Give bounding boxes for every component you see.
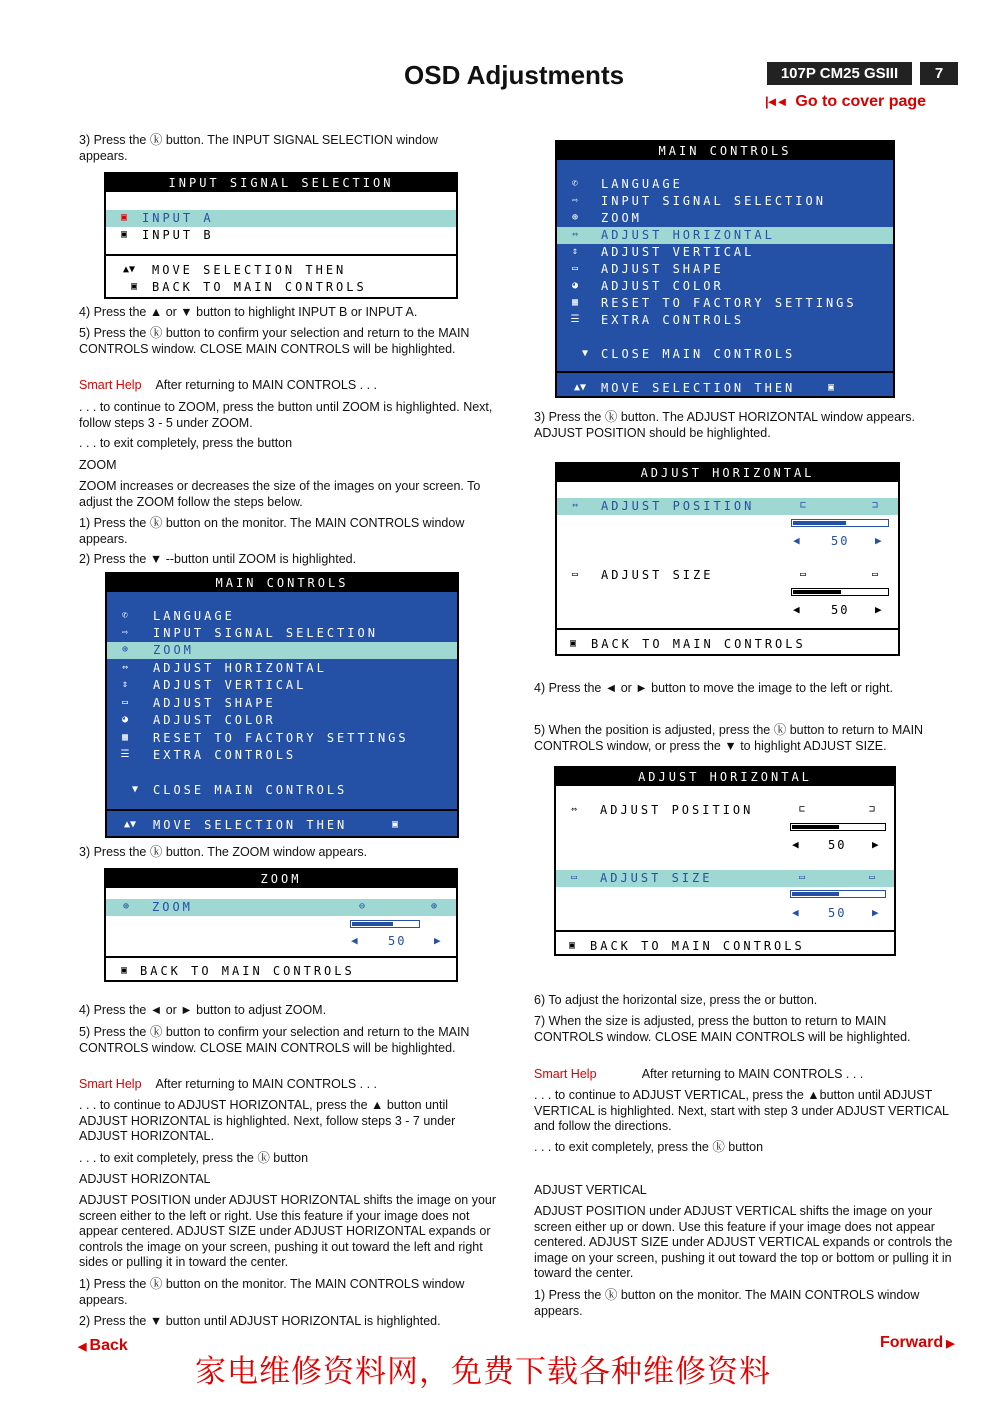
step-text: . . . to continue to ADJUST VERTICAL, press the ▲button until ADJUST VERTICAL is highlighted. Next, start with step 3 under ADJUST VERTICAL and follow the directions. xyxy=(534,1088,949,1133)
ok-icon: ▣ xyxy=(391,819,399,830)
step-text: 3) Press the ⓚ button. The INPUT SIGNAL SELECTION window appears. xyxy=(79,133,438,163)
input-icon: ⇨ xyxy=(121,627,129,638)
color-palette-icon: ◕ xyxy=(571,280,579,291)
step-text: 3) Press the ⓚ button. The ZOOM window appears. xyxy=(79,845,368,859)
input-signal-selection-window xyxy=(104,172,458,299)
shift-right-icon: ⊐ xyxy=(868,804,876,815)
input-a-item[interactable]: ▣ INPUT A xyxy=(106,210,456,227)
menu-item-color[interactable]: ◕ ADJUST COLOR xyxy=(107,712,457,729)
zoom-out-icon: ⊖ xyxy=(358,901,366,912)
shape-icon: ▭ xyxy=(121,697,129,708)
menu-item-zoom[interactable]: ⊕ ZOOM xyxy=(557,210,893,227)
down-arrow-icon: ▼ xyxy=(131,784,139,795)
forward-arrow-icon: ▶ xyxy=(943,1338,955,1350)
menu-item-shape[interactable]: ▭ ADJUST SHAPE xyxy=(107,695,457,712)
step-text: . . . to exit completely, press the button xyxy=(79,436,293,450)
down-arrow-icon: ▼ xyxy=(581,348,589,359)
section-heading: ZOOM xyxy=(79,458,117,472)
ok-icon: ▣ xyxy=(568,940,576,951)
ok-icon: ▣ xyxy=(120,965,128,976)
menu-item-color[interactable]: ◕ ADJUST COLOR xyxy=(557,278,893,295)
menu-item-horizontal[interactable]: ⇔ ADJUST HORIZONTAL xyxy=(107,660,457,677)
osd-footer-back: ▣ BACK TO MAIN CONTROLS xyxy=(557,636,898,653)
menu-item-extra[interactable]: ☰ EXTRA CONTROLS xyxy=(557,312,893,329)
osd-footer-move: ▲▼ MOVE SELECTION THEN xyxy=(106,262,456,279)
menu-item-close[interactable]: ▼ CLOSE MAIN CONTROLS xyxy=(557,346,893,363)
menu-item-shape[interactable]: ▭ ADJUST SHAPE xyxy=(557,261,893,278)
step-text: 5) Press the ⓚ button to confirm your selection and return to the MAIN CONTROLS window. CLOSE MAIN CONTROLS will be highlighted. xyxy=(79,1025,470,1055)
shape-icon: ▭ xyxy=(571,263,579,274)
step-text: 1) Press the ⓚ button on the monitor. The MAIN CONTROLS window appears. xyxy=(79,516,465,546)
osd-footer-back: ▣ BACK TO MAIN CONTROLS xyxy=(556,938,894,955)
size-icon: ▭ xyxy=(570,872,578,883)
step-text: ADJUST POSITION under ADJUST HORIZONTAL shifts the image on your screen either to the left or right. Use this feature if your image does not appear centered. ADJUST SIZE under ADJUST HORIZONTAL expands or controls the image on your screen, pushing it out toward the left and right sides or pulling it in toward the center. xyxy=(79,1193,497,1269)
menu-item-vertical[interactable]: ⇕ ADJUST VERTICAL xyxy=(557,244,893,261)
step-text: 6) To adjust the horizontal size, press the or button. xyxy=(534,993,818,1007)
vertical-icon: ⇕ xyxy=(121,679,129,690)
adjust-position-item[interactable]: ⇔ ADJUST POSITION ⊏ ⊐ xyxy=(557,498,898,515)
menu-item-language[interactable]: ✆ LANGUAGE xyxy=(107,608,457,625)
adjust-size-item[interactable]: ▭ ADJUST SIZE ▭ ▭ xyxy=(556,870,894,887)
menu-item-close[interactable]: ▼ CLOSE MAIN CONTROLS xyxy=(107,782,457,799)
position-icon: ⇔ xyxy=(571,500,579,511)
step-text: . . . to continue to ADJUST HORIZONTAL, press the ▲ button until ADJUST HORIZONTAL is highlighted. Next, follow steps 3 - 7 under ADJUST HORIZONTAL. xyxy=(79,1098,456,1143)
ok-icon: ▣ xyxy=(827,382,835,393)
vertical-icon: ⇕ xyxy=(571,246,579,257)
zoom-in-icon: ⊕ xyxy=(430,901,438,912)
zoom-value: 50 xyxy=(388,934,407,948)
selected-radio-icon: ▣ xyxy=(120,212,128,223)
expand-icon: ▭ xyxy=(868,872,876,883)
menu-item-reset[interactable]: ▦ RESET TO FACTORY SETTINGS xyxy=(557,295,893,312)
back-link[interactable]: ◀ Back xyxy=(78,1337,128,1354)
position-value: 50 xyxy=(828,838,847,852)
right-arrow-icon[interactable]: ▶ xyxy=(872,906,879,919)
adjust-position-item[interactable]: ⇔ ADJUST POSITION ⊏ ⊐ xyxy=(556,802,894,819)
go-to-cover-link[interactable]: |◄◄ Go to cover page xyxy=(765,93,927,110)
smart-help-line: Smart Help After returning to MAIN CONTROLS . . . xyxy=(79,1077,378,1091)
step-text: 4) Press the ▲ or ▼ button to highlight INPUT B or INPUT A. xyxy=(79,305,418,319)
zoom-item[interactable]: ⊕ ZOOM ⊖ ⊕ xyxy=(106,899,456,916)
menu-item-zoom[interactable]: ⊕ ZOOM xyxy=(107,642,457,659)
adjust-horizontal-window-size xyxy=(554,766,896,956)
menu-item-input[interactable]: ⇨ INPUT SIGNAL SELECTION xyxy=(107,625,457,642)
position-value: 50 xyxy=(831,534,850,548)
right-arrow-icon[interactable]: ▶ xyxy=(872,838,879,851)
main-controls-window-zoom xyxy=(105,572,459,838)
watermark-text: 家电维修资料网，免费下载各种维修资料 xyxy=(195,1354,771,1390)
model-badge: 107P CM25 GSIII xyxy=(767,62,912,85)
page-number: 7 xyxy=(920,62,958,85)
right-arrow-icon[interactable]: ▶ xyxy=(434,934,441,947)
left-arrow-icon[interactable]: ◀ xyxy=(793,603,800,616)
radio-icon: ▣ xyxy=(120,229,128,240)
step-text: 7) When the size is adjusted, press the button to return to MAIN CONTROLS window. CLOSE MAIN CONTROLS will be highlighted. xyxy=(534,1014,911,1044)
size-icon: ▭ xyxy=(571,569,579,580)
smart-help-line: Smart Help After returning to MAIN CONTROLS . . . xyxy=(79,378,378,392)
section-heading: ADJUST HORIZONTAL xyxy=(79,1172,211,1186)
main-controls-window-horizontal xyxy=(555,140,895,398)
shift-left-icon: ⊏ xyxy=(799,500,807,511)
left-arrow-icon[interactable]: ◀ xyxy=(793,534,800,547)
back-arrow-icon: ◀ xyxy=(78,1341,90,1353)
up-down-icon: ▲▼ xyxy=(573,382,587,393)
menu-item-reset[interactable]: ▦ RESET TO FACTORY SETTINGS xyxy=(107,730,457,747)
menu-item-language[interactable]: ✆ LANGUAGE xyxy=(557,176,893,193)
step-text: 5) When the position is adjusted, press the ⓚ button to return to MAIN CONTROLS window, or press the ▼ to highlight ADJUST SIZE. xyxy=(534,723,924,753)
forward-link[interactable]: Forward ▶ xyxy=(880,1334,955,1351)
left-arrow-icon[interactable]: ◀ xyxy=(351,934,358,947)
horizontal-icon: ⇔ xyxy=(571,229,579,240)
up-down-icon: ▲▼ xyxy=(122,264,136,275)
reset-icon: ▦ xyxy=(571,297,579,308)
step-text: . . . to exit completely, press the ⓚ button xyxy=(79,1151,309,1165)
step-text: 4) Press the ◄ or ► button to move the image to the left or right. xyxy=(534,681,893,695)
zoom-icon: ⊕ xyxy=(571,212,579,223)
osd-footer-back: ▣ BACK TO MAIN CONTROLS xyxy=(106,963,456,980)
smart-help-line: Smart Help After returning to MAIN CONTROLS . . . xyxy=(534,1067,864,1081)
shift-left-icon: ⊏ xyxy=(798,804,806,815)
right-arrow-icon[interactable]: ▶ xyxy=(875,603,882,616)
position-icon: ⇔ xyxy=(570,804,578,815)
language-icon: ✆ xyxy=(121,610,129,621)
osd-footer-back: ▣ BACK TO MAIN CONTROLS xyxy=(106,279,456,296)
step-text: 1) Press the ⓚ button on the monitor. The MAIN CONTROLS window appears. xyxy=(534,1288,920,1318)
menu-item-extra[interactable]: ☰ EXTRA CONTROLS xyxy=(107,747,457,764)
osd-title: INPUT SIGNAL SELECTION xyxy=(106,174,456,192)
osd-title: ADJUST HORIZONTAL xyxy=(557,464,898,482)
up-down-icon: ▲▼ xyxy=(123,819,137,830)
step-text: ADJUST POSITION under ADJUST VERTICAL shifts the image on your screen either up or down. Use this feature if your image does not appear centered. ADJUST SIZE under ADJUST VERTICAL expands or controls the image on your screen, pushing it out toward the top or bottom or pulling it in toward the center. xyxy=(534,1204,953,1280)
shrink-icon: ▭ xyxy=(799,569,807,580)
step-text: 5) Press the ⓚ button to confirm your selection and return to the MAIN CONTROLS window. CLOSE MAIN CONTROLS will be highlighted. xyxy=(79,326,470,356)
page-title: OSD Adjustments xyxy=(404,60,625,90)
menu-item-horizontal[interactable]: ⇔ ADJUST HORIZONTAL xyxy=(557,227,893,244)
section-heading: ADJUST VERTICAL xyxy=(534,1183,647,1197)
step-text: . . . to exit completely, press the ⓚ button xyxy=(534,1140,764,1154)
extra-controls-icon: ☰ xyxy=(120,749,130,760)
color-palette-icon: ◕ xyxy=(121,714,129,725)
reset-icon: ▦ xyxy=(121,732,129,743)
menu-item-input[interactable]: ⇨ INPUT SIGNAL SELECTION xyxy=(557,193,893,210)
horizontal-icon: ⇔ xyxy=(121,662,129,673)
left-arrow-icon[interactable]: ◀ xyxy=(792,906,799,919)
step-text: 1) Press the ⓚ button on the monitor. The MAIN CONTROLS window appears. xyxy=(79,1277,465,1307)
step-text: 2) Press the ▼ button until ADJUST HORIZONTAL is highlighted. xyxy=(79,1314,441,1328)
zoom-icon: ⊕ xyxy=(121,644,129,655)
position-slider[interactable] xyxy=(790,823,886,831)
ok-icon: ▣ xyxy=(130,281,138,292)
first-page-icon: |◄◄ xyxy=(765,94,786,109)
osd-footer: ▲▼ MOVE SELECTION THEN ▣ xyxy=(107,817,457,834)
osd-title: ZOOM xyxy=(106,870,456,888)
osd-title: MAIN CONTROLS xyxy=(557,142,893,160)
osd-title: ADJUST HORIZONTAL xyxy=(556,768,894,786)
extra-controls-icon: ☰ xyxy=(570,314,580,325)
step-text: 4) Press the ◄ or ► button to adjust ZOOM. xyxy=(79,1003,327,1017)
zoom-slider[interactable] xyxy=(350,920,420,928)
step-text: 2) Press the ▼ --button until ZOOM is highlighted. xyxy=(79,552,357,566)
right-arrow-icon[interactable]: ▶ xyxy=(875,534,882,547)
adjust-horizontal-window-position xyxy=(555,462,900,656)
menu-item-vertical[interactable]: ⇕ ADJUST VERTICAL xyxy=(107,677,457,694)
size-value: 50 xyxy=(828,906,847,920)
step-text: 3) Press the ⓚ button. The ADJUST HORIZONTAL window appears. ADJUST POSITION should be highlighted. xyxy=(534,410,915,440)
language-icon: ✆ xyxy=(571,178,579,189)
zoom-window xyxy=(104,868,458,982)
left-arrow-icon[interactable]: ◀ xyxy=(792,838,799,851)
adjust-size-item[interactable]: ▭ ADJUST SIZE ▭ ▭ xyxy=(557,567,898,584)
expand-icon: ▭ xyxy=(871,569,879,580)
step-text: ZOOM increases or decreases the size of the images on your screen. To adjust the ZOOM follow the steps below. xyxy=(79,479,481,509)
shrink-icon: ▭ xyxy=(798,872,806,883)
input-icon: ⇨ xyxy=(571,195,579,206)
input-b-item[interactable]: ▣ INPUT B xyxy=(106,227,456,244)
size-value: 50 xyxy=(831,603,850,617)
position-slider[interactable] xyxy=(791,519,889,527)
size-slider[interactable] xyxy=(790,890,886,898)
shift-right-icon: ⊐ xyxy=(871,500,879,511)
osd-title: MAIN CONTROLS xyxy=(107,574,457,592)
zoom-icon: ⊕ xyxy=(122,901,130,912)
step-text: . . . to continue to ZOOM, press the button until ZOOM is highlighted. Next, follow steps 3 - 5 under ZOOM. xyxy=(79,400,493,430)
size-slider[interactable] xyxy=(791,588,889,596)
ok-icon: ▣ xyxy=(569,638,577,649)
osd-footer: ▲▼ MOVE SELECTION THEN ▣ xyxy=(557,380,893,397)
